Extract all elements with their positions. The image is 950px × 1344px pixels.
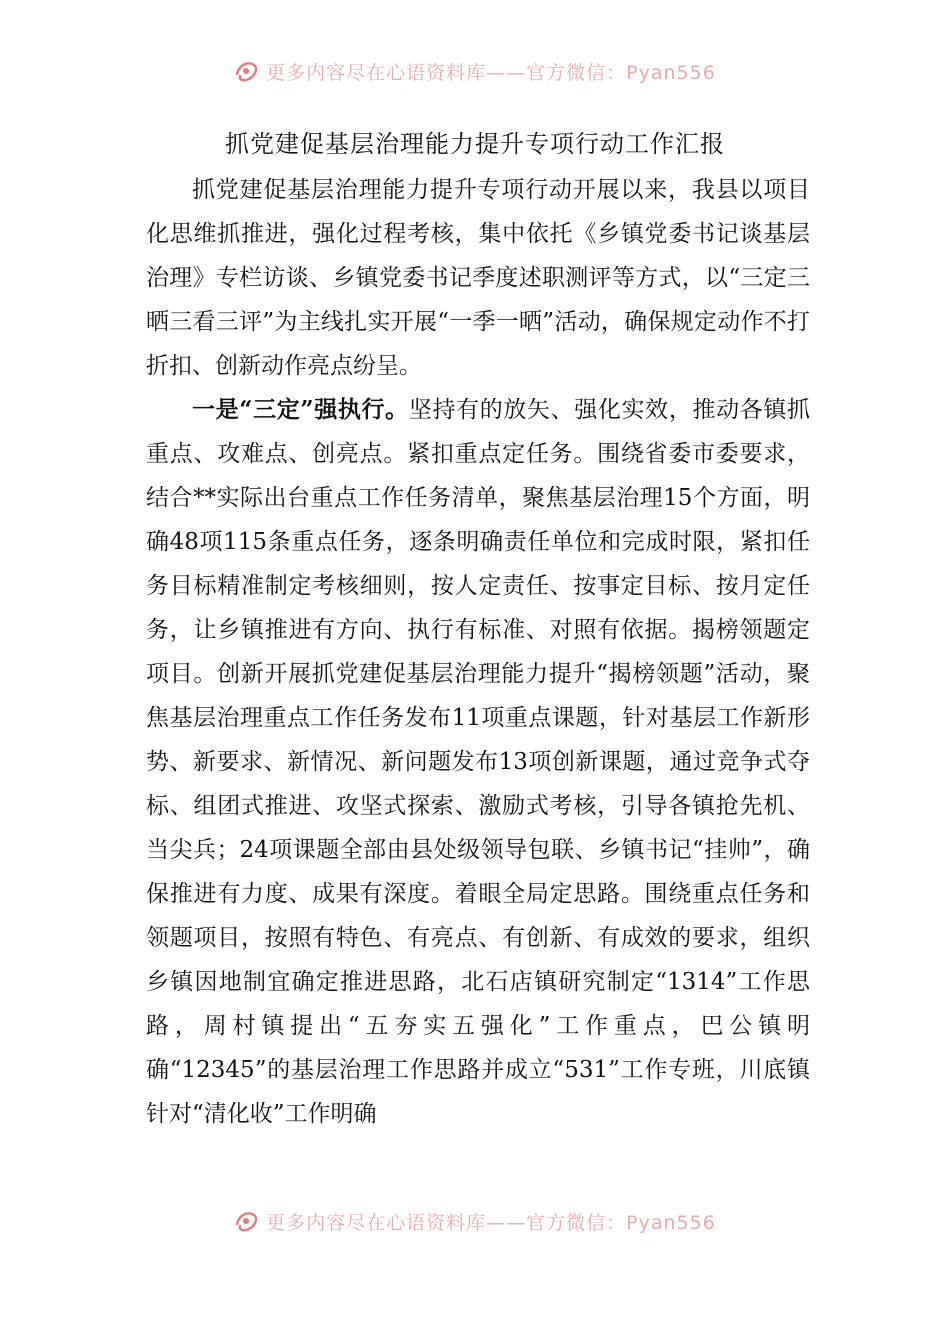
- watermark-text: 更多内容尽在心语资料库——官方微信：Pyan556: [266, 61, 716, 84]
- watermark-text: 更多内容尽在心语资料库——官方微信：Pyan556: [266, 1211, 716, 1234]
- watermark-logo-icon: [234, 1209, 260, 1233]
- document-title: 抓党建促基层治理能力提升专项行动工作汇报: [225, 130, 725, 158]
- section-body: 坚持有的放矢、强化实效，推动各镇抓重点、攻难点、创亮点。紧扣重点定任务。围绕省委市委要求，结合**实际出台重点工作任务清单，聚焦基层治理15个方面，明确48项115条重点任务，逐条明确责任单位和完成时限，紧扣任务目标精准制定考核细则，按人定责任、按事定目标、按月定任务，让乡镇推进有方向、执行有标准、对照有依据。揭榜领题定项目。创新开展抓党建促基层治理能力提升“揭榜领题”活动，聚焦基层治理重点工作任务发布11项重点课题，针对基层工作新形势、新要求、新情况、新问题发布13项创新课题，通过竞争式夺标、组团式推进、攻坚式探索、激励式考核，引导各镇抢先机、当尖兵；24项课题全部由县处级领导包联、乡镇书记“挂帅”，确保推进有力度、成果有深度。着眼全局定思路。围绕重点任务和领题项目，按照有特色、有亮点、有创新、有成效的要求，组织乡镇因地制宜确定推进思路，北石店镇研究制定“1314”工作思路，周村镇提出“五夯实五强化”工作重点，巴公镇明确“12345”的基层治理工作思路并成立“531”工作专班，川底镇针对“清化收”工作明确: [146, 397, 811, 1127]
- section-heading: 一是“三定”强执行。: [192, 396, 409, 423]
- paragraph-section-one: [146, 388, 810, 1136]
- document-body: [146, 168, 810, 1136]
- paragraph-intro: 抓党建促基层治理能力提升专项行动开展以来，我县以项目化思维抓推进，强化过程考核，集中依托《乡镇党委书记谈基层治理》专栏访谈、乡镇党委书记季度述职测评等方式，以“三定三晒三看三评”为主线扎实开展“一季一晒”活动，确保规定动作不打折扣、创新动作亮点纷呈。: [146, 177, 810, 379]
- watermark-logo-icon: [234, 59, 260, 83]
- watermark-footer: [0, 1206, 950, 1236]
- watermark-header: [0, 56, 950, 86]
